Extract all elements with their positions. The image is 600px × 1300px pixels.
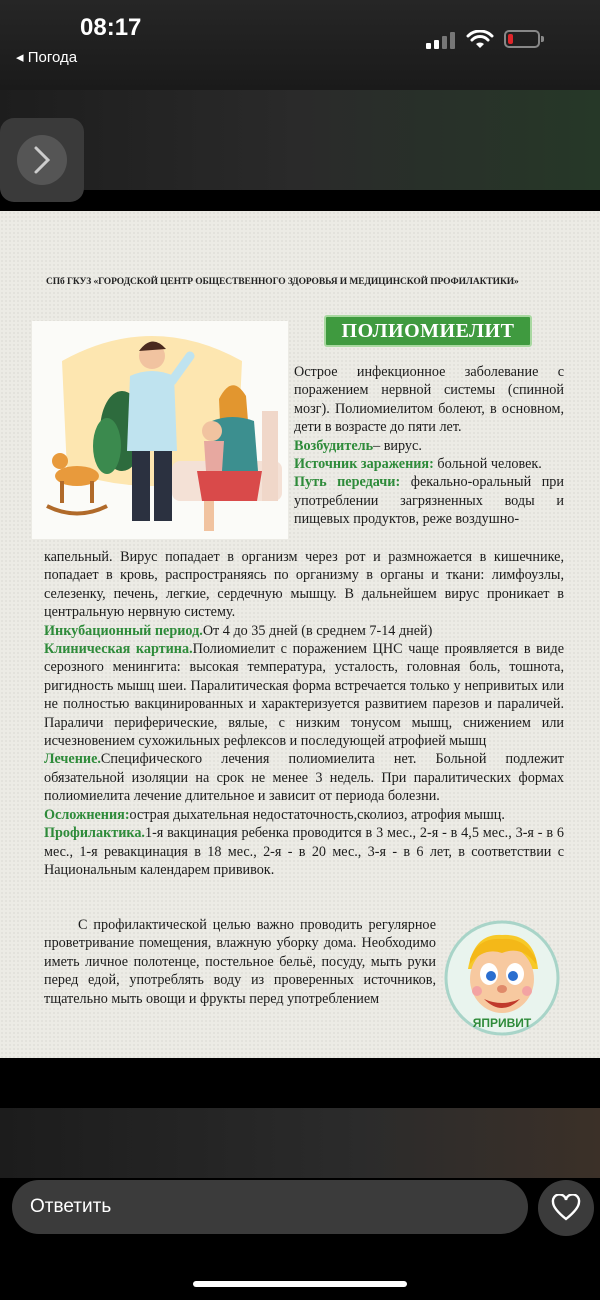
blurred-background-bottom: [0, 1108, 600, 1178]
poster-image: [0, 211, 600, 1058]
poster-title: ПОЛИОМИЕЛИТ: [324, 315, 532, 347]
source-label: Источник заражения:: [294, 456, 434, 473]
clinical-label: Клиническая картина.: [44, 641, 193, 658]
complications-label: Осложнения:: [44, 806, 130, 823]
hygiene-paragraph: [44, 916, 436, 1008]
next-button[interactable]: [0, 118, 84, 202]
heart-icon: [551, 1194, 581, 1222]
agent-label: Возбудитель: [294, 437, 374, 454]
status-bar: [0, 0, 600, 90]
intro-text: Острое инфекционное заболевание с поражением нервной системы (спинной мозг). Полиомиелитом болеют, в основном, дети в возрасте до пяти лет.: [294, 364, 564, 436]
vaccinated-kid-badge-icon: [444, 919, 560, 1037]
clinical-text: Полиомиелит с поражением ЦНС чаще проявляется в виде серозного менингита: высокая температура, усталость, головная боль, тошнота, ригидность мышц шеи. Паралитическая форма встречается только у непривитых или не полностью вакцинированных и характеризуется развитием парезов и параличей. Параличи периферические, вялые, с низким тонусом мышц, снижением или исчезновением сухожильных рефлексов и последующей атрофией мышц: [44, 641, 564, 750]
poster-main-text: [44, 548, 564, 879]
signal-icon: [426, 32, 455, 49]
reply-input[interactable]: Ответить: [12, 1180, 528, 1234]
source-text: больной человек.: [433, 456, 542, 473]
transmission-label: Путь передачи:: [294, 474, 401, 491]
blurred-background-top: [0, 90, 600, 190]
treatment-label: Лечение.: [44, 751, 101, 768]
organization-header: СПб ГКУЗ «ГОРОДСКОЙ ЦЕНТР ОБЩЕСТВЕННОГО ЗДОРОВЬЯ И МЕДИЦИНСКОЙ ПРОФИЛАКТИКИ»: [46, 277, 519, 287]
complications-text: острая дыхательная недостаточность,сколиоз, атрофия мышц.: [129, 806, 505, 823]
incubation-label: Инкубационный период.: [44, 622, 203, 639]
transmission-text: фекально-оральный при употреблении загрязненных воды и пищевых продуктов, реже воздушно-: [294, 474, 564, 528]
back-to-app-link[interactable]: ◂ Погода: [16, 49, 78, 66]
agent-text: – вирус.: [373, 437, 422, 454]
incubation-text: От 4 до 35 дней (в среднем 7-14 дней): [202, 622, 433, 639]
hygiene-text: С профилактической целью важно проводить регулярное проветривание помещения, влажную уборку дома. Необходимо иметь личное полотенце, постельное бельё, посуду, мыть руки перед едой, употреблять воду из проверенных источников, тщательно мыть овощи и фрукты перед употреблением: [44, 917, 436, 1007]
chevron-right-icon: [31, 145, 53, 175]
like-button[interactable]: [538, 1180, 594, 1236]
battery-icon: [504, 30, 540, 48]
svg-text:ЯПРИВИТ: ЯПРИВИТ: [472, 1016, 532, 1030]
prevention-label: Профилактика.: [44, 825, 145, 842]
transmission-continued: капельный. Вирус попадает в организм через рот и размножается в кишечнике, попадает в кровь, распространяясь по организму в органы и ткани: лимфоузлы, селезенку, печень, легкие, сердечную мышцу. В дальнейшем вирус проникает в центральную нервную систему.: [44, 549, 564, 621]
wifi-icon: [466, 30, 494, 50]
prevention-text: 1-я вакцинация ребенка проводится в 3 мес., 2-я - в 4,5 мес., 3-я - в 6 мес., 1-я ревакцинация в 18 мес., 2-я - в 20 мес., 3-я - в 6 лет, в соответствии с Национальным календарем прививок.: [44, 825, 564, 878]
clock: 08:17: [80, 14, 142, 41]
home-indicator[interactable]: [193, 1281, 407, 1287]
treatment-text: Специфического лечения полиомиелита нет. Больной подлежит обязательной изоляции на срок не менее 3 недель. При паралитических формах полиомиелита лечение длительное и зависит от периода болезни.: [44, 751, 564, 805]
doctor-mother-child-illustration: [32, 321, 288, 539]
poster-intro-column: [294, 363, 564, 529]
